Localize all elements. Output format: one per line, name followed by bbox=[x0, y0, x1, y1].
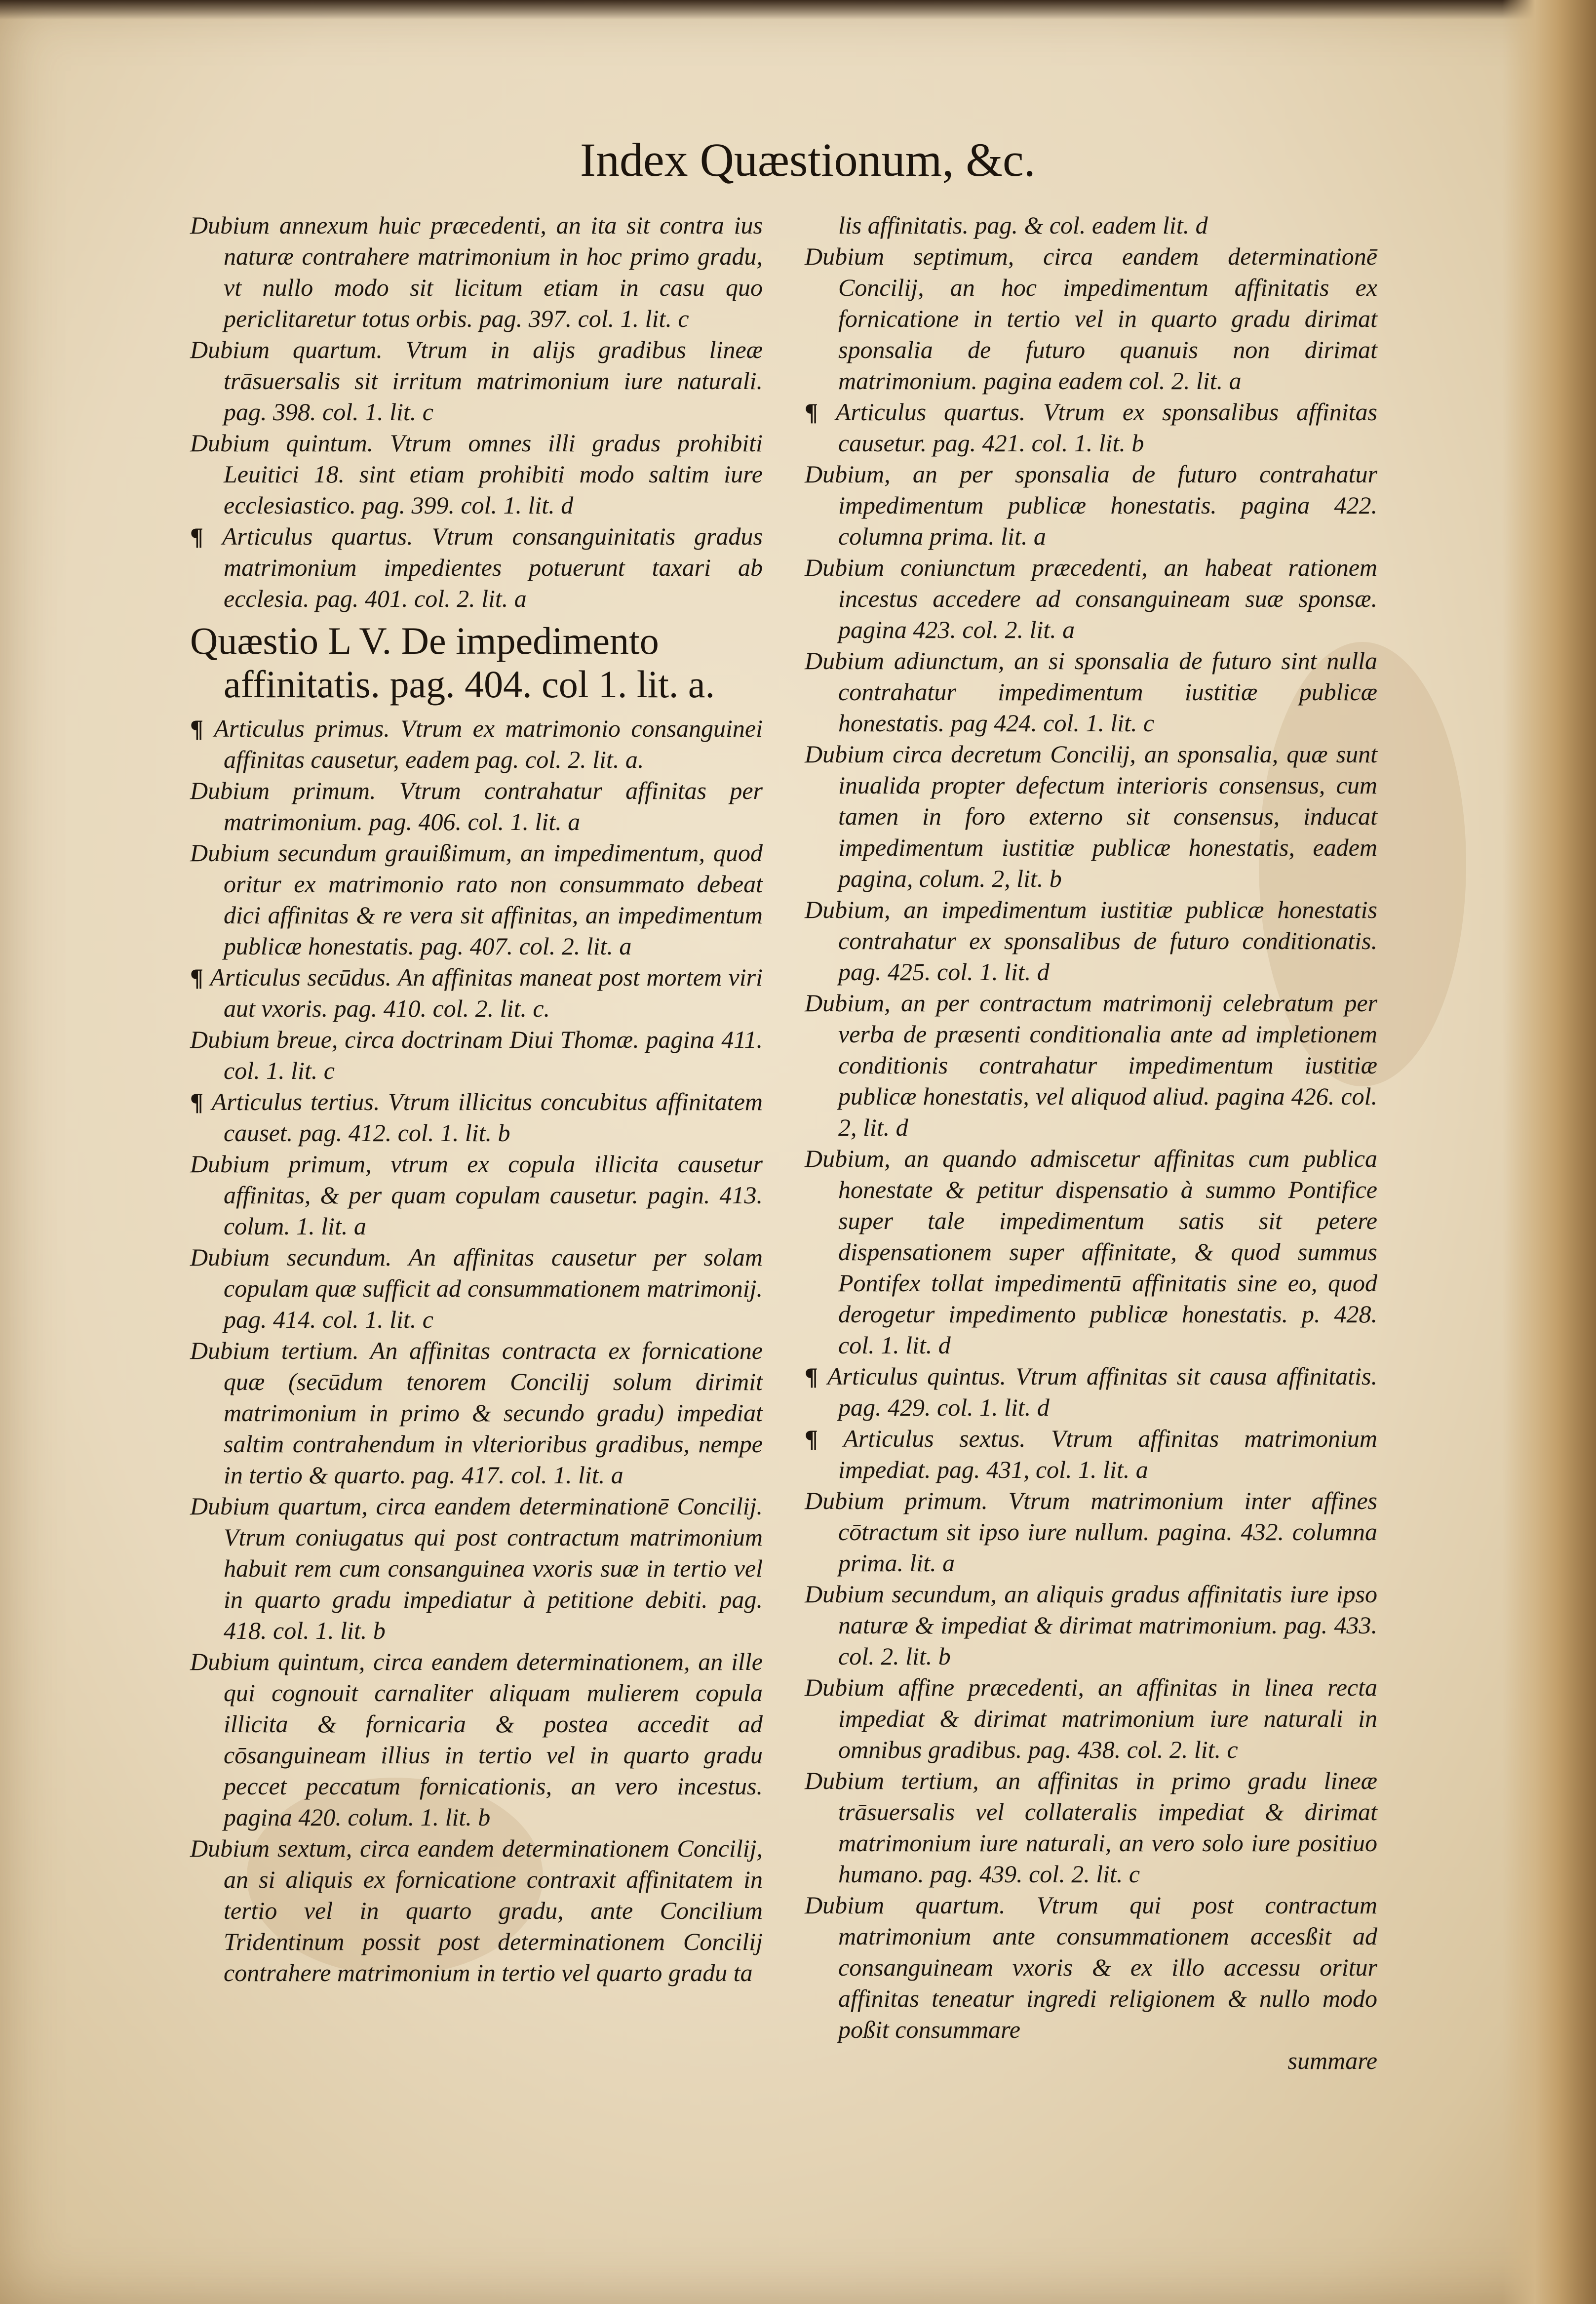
pilcrow-icon: ¶ bbox=[190, 715, 214, 742]
dubium-entry: Dubium affine præcedenti, an affinitas in linea recta impediat & dirimat matrimonium iure naturali in omnibus gradibus. pag. 438. col. 2. lit. c bbox=[805, 1673, 1377, 1763]
dubium-entry: Dubium septimum, circa eandem determinationē Concilij, an hoc impedimentum affinitatis ex fornicatione in tertio vel in quarto gradu dirimat sponsalia de futuro quanuis non dirimat matrimonium. pagina eadem col. 2. lit. a bbox=[805, 242, 1377, 395]
dubium-entry: Dubium tertium. An affinitas contracta ex fornicatione quæ (secūdum tenorem Concilij solum dirimit matrimonium in primo & secundo gradu) impediat saltim contrahendum in vlterioribus gradibus, nempe in tertio & quarto. pag. 417. col. 1. lit. a bbox=[190, 1337, 763, 1489]
dubium-entry: Dubium secundum grauißimum, an impedimentum, quod oritur ex matrimonio rato non consummato debeat dici affinitas & re vera sit affinitas, an impedimentum publicæ honestatis. pag. 407. col. 2. lit. a bbox=[190, 839, 763, 960]
article-entry bbox=[190, 713, 763, 775]
dubium-entry: Dubium annexum huic præcedenti, an ita sit contra ius naturæ contrahere matrimonium in hoc primo gradu, vt nullo modo sit licitum etiam in casu quo periclitaretur totus orbis. pag. 397. col. 1. lit. c bbox=[190, 211, 763, 332]
article-text: Articulus sextus. Vtrum affinitas matrimonium impediat. pag. 431, col. 1. lit. a bbox=[838, 1425, 1377, 1483]
dubium-entry: Dubium, an quando admiscetur affinitas cum publica honestate & petitur dispensatio à summo Pontifice super tale impedimentum satis sit petere dispensationem super affinitate, & quod summus Pontifex tollat impedimentū affinitatis sine eo, quod derogetur impedimento publicæ honestatis. p. 428. col. 1. lit. d bbox=[805, 1145, 1377, 1359]
dubium-entry: Dubium, an impedimentum iustitiæ publicæ honestatis contrahatur ex sponsalibus de futuro conditionatis. pag. 425. col. 1. lit. d bbox=[805, 896, 1377, 986]
dubium-entry: Dubium primum. Vtrum matrimonium inter affines cōtractum sit ipso iure nullum. pagina. 432. columna prima. lit. a bbox=[805, 1487, 1377, 1577]
question-heading: Quæstio L V. De impedimento affinitatis. pag. 404. col 1. lit. a. bbox=[190, 619, 715, 706]
dubium-entry: Dubium circa decretum Concilij, an sponsalia, quæ sunt inualida propter defectum interioris consensus, cum tamen in foro externo sit consensus, inducat impedimentum iustitiæ publicæ honestatis, eadem pagina, colum. 2, lit. b bbox=[805, 740, 1377, 892]
pilcrow-icon: ¶ bbox=[805, 398, 836, 426]
dubium-entry: Dubium quintum. Vtrum omnes illi gradus prohibiti Leuitici 18. sint etiam prohibiti modo saltim iure ecclesiastico. pag. 399. col. 1. lit. d bbox=[190, 429, 763, 519]
article-entry bbox=[190, 1086, 763, 1149]
article-text: Articulus quintus. Vtrum affinitas sit causa affinitatis. pag. 429. col. 1. lit. d bbox=[827, 1362, 1377, 1421]
dubium-entry: Dubium quintum, circa eandem determinationem, an ille qui cognouit carnaliter aliquam mulierem copula illicita & fornicaria & postea accedit ad cōsanguineam illius in tertio vel in quarto gradu peccet peccatum fornicationis, an vero incestus. pagina 420. colum. 1. lit. b bbox=[190, 1648, 763, 1831]
article-text: Articulus tertius. Vtrum illicitus concubitus affinitatem causet. pag. 412. col. 1. lit. b bbox=[211, 1088, 763, 1147]
pilcrow-icon: ¶ bbox=[805, 1425, 844, 1452]
article-text: Articulus primus. Vtrum ex matrimonio consanguinei affinitas causetur, eadem pag. col. 2. lit. a. bbox=[214, 715, 763, 773]
dubium-entry: Dubium quartum, circa eandem determinationē Concilij. Vtrum coniugatus qui post contractum matrimonium habuit rem cum consanguinea vxoris suæ in tertio vel in quarto gradu impediatur à petitione debiti. pag. 418. col. 1. lit. b bbox=[190, 1492, 763, 1644]
article-entry bbox=[805, 397, 1377, 459]
dubium-entry: Dubium primum, vtrum ex copula illicita causetur affinitas, & per quam copulam causetur. pagin. 413. colum. 1. lit. a bbox=[190, 1150, 763, 1240]
dubium-entry: Dubium quartum. Vtrum qui post contractum matrimonium ante consummationem accesßit ad consanguineam vxoris & ex illo accessu oritur affinitas teneatur ingredi religionem & nullo modo poßit consummare bbox=[805, 1891, 1377, 2043]
article-entry bbox=[190, 521, 763, 614]
index-column-right bbox=[805, 210, 1377, 2076]
article-text: Articulus quartus. Vtrum consanguinitatis gradus matrimonium impedientes potuerunt taxari ab ecclesia. pag. 401. col. 2. lit. a bbox=[222, 522, 763, 612]
pilcrow-icon: ¶ bbox=[190, 522, 222, 550]
article-text: Articulus quartus. Vtrum ex sponsalibus affinitas causetur. pag. 421. col. 1. lit. b bbox=[835, 398, 1377, 457]
page-top-shadow bbox=[0, 0, 1596, 20]
dubium-entry: Dubium adiunctum, an si sponsalia de futuro sint nulla contrahatur impedimentum iustitiæ publicæ honestatis. pag 424. col. 1. lit. c bbox=[805, 647, 1377, 737]
pilcrow-icon: ¶ bbox=[190, 963, 210, 991]
pilcrow-icon: ¶ bbox=[190, 1088, 212, 1115]
index-column-left bbox=[190, 210, 763, 1988]
article-text: Articulus secūdus. An affinitas maneat post mortem viri aut vxoris. pag. 410. col. 2. lit. c. bbox=[210, 963, 763, 1022]
page-header: Index Quæstionum, &c. bbox=[580, 133, 1036, 186]
dubium-entry: Dubium primum. Vtrum contrahatur affinitas per matrimonium. pag. 406. col. 1. lit. a bbox=[190, 777, 763, 835]
dubium-entry: Dubium, an per sponsalia de futuro contrahatur impedimentum publicæ honestatis. pagina 422. columna prima. lit. a bbox=[805, 460, 1377, 550]
article-entry bbox=[805, 1361, 1377, 1423]
dubium-entry: Dubium quartum. Vtrum in alijs gradibus lineæ trāsuersalis sit irritum matrimonium iure naturali. pag. 398. col. 1. lit. c bbox=[190, 336, 763, 426]
catchword: summare bbox=[1287, 2047, 1377, 2074]
pilcrow-icon: ¶ bbox=[805, 1362, 827, 1390]
dubium-entry: Dubium breue, circa doctrinam Diui Thomæ. pagina 411. col. 1. lit. c bbox=[190, 1026, 763, 1084]
dubium-entry: Dubium secundum, an aliquis gradus affinitatis iure ipso naturæ & impediat & dirimat matrimonium. pag. 433. col. 2. lit. b bbox=[805, 1580, 1377, 1670]
dubium-entry: Dubium sextum, circa eandem determinationem Concilij, an si aliquis ex fornicatione contraxit affinitatem in tertio vel in quarto gradu, ante Concilium Tridentinum possit post determinationem Concilij contrahere matrimonium in tertio vel quarto gradu ta bbox=[190, 1834, 763, 1986]
dubium-entry: Dubium tertium, an affinitas in primo gradu lineæ trāsuersalis vel collateralis impediat & dirimat matrimonium iure naturali, an vero solo iure positiuo humano. pag. 439. col. 2. lit. c bbox=[805, 1767, 1377, 1888]
dubium-entry: Dubium coniunctum præcedenti, an habeat rationem incestus accedere ad consanguineam suæ sponsæ. pagina 423. col. 2. lit. a bbox=[805, 554, 1377, 643]
entry-continuation: lis affinitatis. pag. & col. eadem lit. d bbox=[838, 211, 1208, 239]
article-entry bbox=[805, 1423, 1377, 1485]
dubium-entry: Dubium secundum. An affinitas causetur per solam copulam quæ sufficit ad consummationem matrimonij. pag. 414. col. 1. lit. c bbox=[190, 1243, 763, 1333]
page-gutter-edge bbox=[1502, 0, 1596, 2304]
article-entry bbox=[190, 962, 763, 1024]
dubium-entry: Dubium, an per contractum matrimonij celebratum per verba de præsenti conditionalia ante ad impletionem conditionis contrahatur impedimentum iustitiæ publicæ honestatis, vel aliquod aliud. pagina 426. col. 2, lit. d bbox=[805, 989, 1377, 1141]
